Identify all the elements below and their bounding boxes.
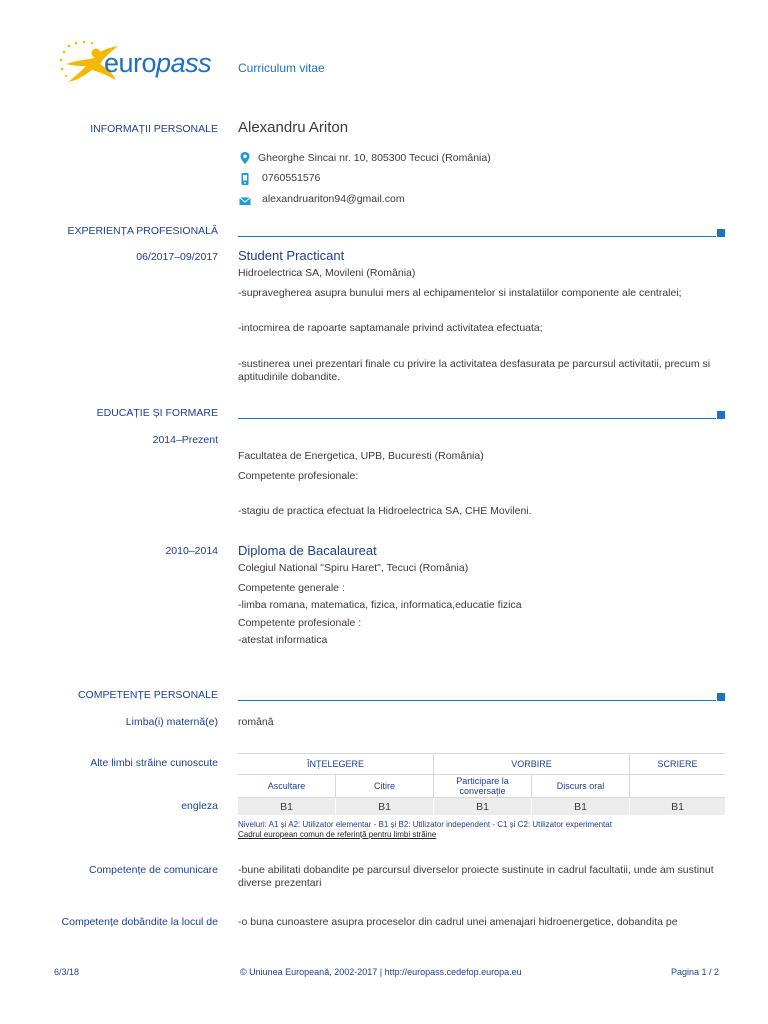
section-divider-experience <box>238 236 716 237</box>
table-sub-listening: Ascultare <box>238 775 336 798</box>
education-detail: Competente profesionale: <box>238 470 359 482</box>
experience-dates: 06/2017–09/2017 <box>136 251 218 263</box>
job-skills-label: Competențe dobândite la locul de <box>61 916 218 928</box>
education-dates: 2014–Prezent <box>152 434 218 446</box>
language-name: engleza <box>181 800 218 812</box>
footer-page-number: Pagina 1 / 2 <box>671 967 720 977</box>
level-writing: B1 <box>630 798 726 816</box>
education-detail: -stagiu de practica efectuat la Hidroelectrica SA, CHE Movileni. <box>238 505 532 517</box>
experience-job-title: Student Practicant <box>238 248 345 263</box>
experience-duty: -intocmirea de rapoarte saptamanale privind activitatea efectuata; <box>238 322 543 334</box>
mother-tongue-label: Limba(i) maternă(e) <box>125 716 218 728</box>
address-text: Gheorghe Sincai nr. 10, 805300 Tecuci (România) <box>258 152 491 164</box>
cefr-link[interactable]: Cadrul european comun de referință pentru limbi străine <box>238 830 437 839</box>
communication-skills-label: Competențe de comunicare <box>89 864 218 876</box>
level-reading: B1 <box>336 798 434 816</box>
email-envelope-icon <box>238 194 252 208</box>
section-divider-skills <box>238 700 716 701</box>
europass-logo <box>56 38 221 90</box>
section-label-personal: INFORMAȚII PERSONALE <box>90 123 218 135</box>
other-languages-label: Alte limbi străine cunoscute <box>90 757 218 769</box>
candidate-name: Alexandru Ariton <box>238 119 349 136</box>
section-label-experience: EXPERIENȚA PROFESIONALĂ <box>67 225 218 237</box>
education-institution: Facultatea de Energetica, UPB, Bucuresti (România) <box>238 450 484 462</box>
section-marker-skills <box>717 693 725 701</box>
communication-skills-text: -bune abilitati dobandite pe parcursul diverselor proiecte sustinute in cadrul facultatii, unde am sustinut diverse prezentari <box>238 864 714 889</box>
footer-date: 6/3/18 <box>54 967 80 977</box>
section-marker-education <box>717 411 725 419</box>
education-qualification: Diploma de Bacalaureat <box>238 543 377 558</box>
section-marker-experience <box>717 229 725 237</box>
education-detail: -atestat informatica <box>238 634 328 646</box>
phone-text[interactable]: 0760551576 <box>262 172 321 184</box>
document-title: Curriculum vitae <box>238 61 325 75</box>
education-detail: Competente generale : <box>238 582 345 594</box>
section-label-skills: COMPETENȚE PERSONALE <box>77 689 218 701</box>
table-sub-writing <box>630 775 726 798</box>
table-sub-production: Discurs oral <box>532 775 630 798</box>
job-skills-text: -o buna cunoastere asupra proceselor din cadrul unei amenajari hidroenergetice, dobandita pe <box>238 916 678 928</box>
email-link[interactable]: alexandruariton94@gmail.com <box>262 193 405 205</box>
level-production: B1 <box>532 798 630 816</box>
experience-duty: -sustinerea unei prezentari finale cu privire la activitatea desfasurata pe parcursul activitatii, precum si aptitudinile dobandite. <box>238 358 711 383</box>
table-sub-reading: Citire <box>336 775 434 798</box>
education-detail: Competente profesionale : <box>238 617 362 629</box>
table-head-understanding: ÎNȚELEGERE <box>238 754 434 775</box>
experience-duty: -supravegherea asupra bunului mers al echipamentelor si instalatiilor componente ale centralei; <box>238 287 682 299</box>
table-head-writing: SCRIERE <box>630 754 726 775</box>
education-dates: 2010–2014 <box>165 545 218 557</box>
mobile-phone-icon <box>238 172 252 186</box>
section-label-education: EDUCAȚIE ȘI FORMARE <box>96 407 218 419</box>
footer-copyright[interactable]: © Uniunea Europeană, 2002-2017 | http://europass.cedefop.europa.eu <box>240 967 522 977</box>
level-listening: B1 <box>238 798 336 816</box>
level-interaction: B1 <box>434 798 532 816</box>
table-sub-interaction: Participare la conversație <box>434 775 532 798</box>
experience-employer: Hidroelectrica SA, Movileni (România) <box>238 267 416 279</box>
education-detail: -limba romana, matematica, fizica, informatica,educatie fizica <box>238 599 522 611</box>
location-pin-icon <box>238 151 252 165</box>
language-skills-table <box>238 753 725 815</box>
logo-text-pass: pass <box>156 48 212 78</box>
logo-text-euro: euro <box>104 48 157 78</box>
levels-note: Niveluri: A1 și A2: Utilizator elementar - B1 și B2: Utilizator independent - C1 și C2: Utilizator experimentat <box>238 820 612 829</box>
table-row <box>238 798 725 816</box>
mother-tongue-value: română <box>238 716 274 728</box>
table-head-speaking: VORBIRE <box>434 754 630 775</box>
section-divider-education <box>238 418 716 419</box>
education-institution: Colegiul National "Spiru Haret", Tecuci (România) <box>238 562 469 574</box>
